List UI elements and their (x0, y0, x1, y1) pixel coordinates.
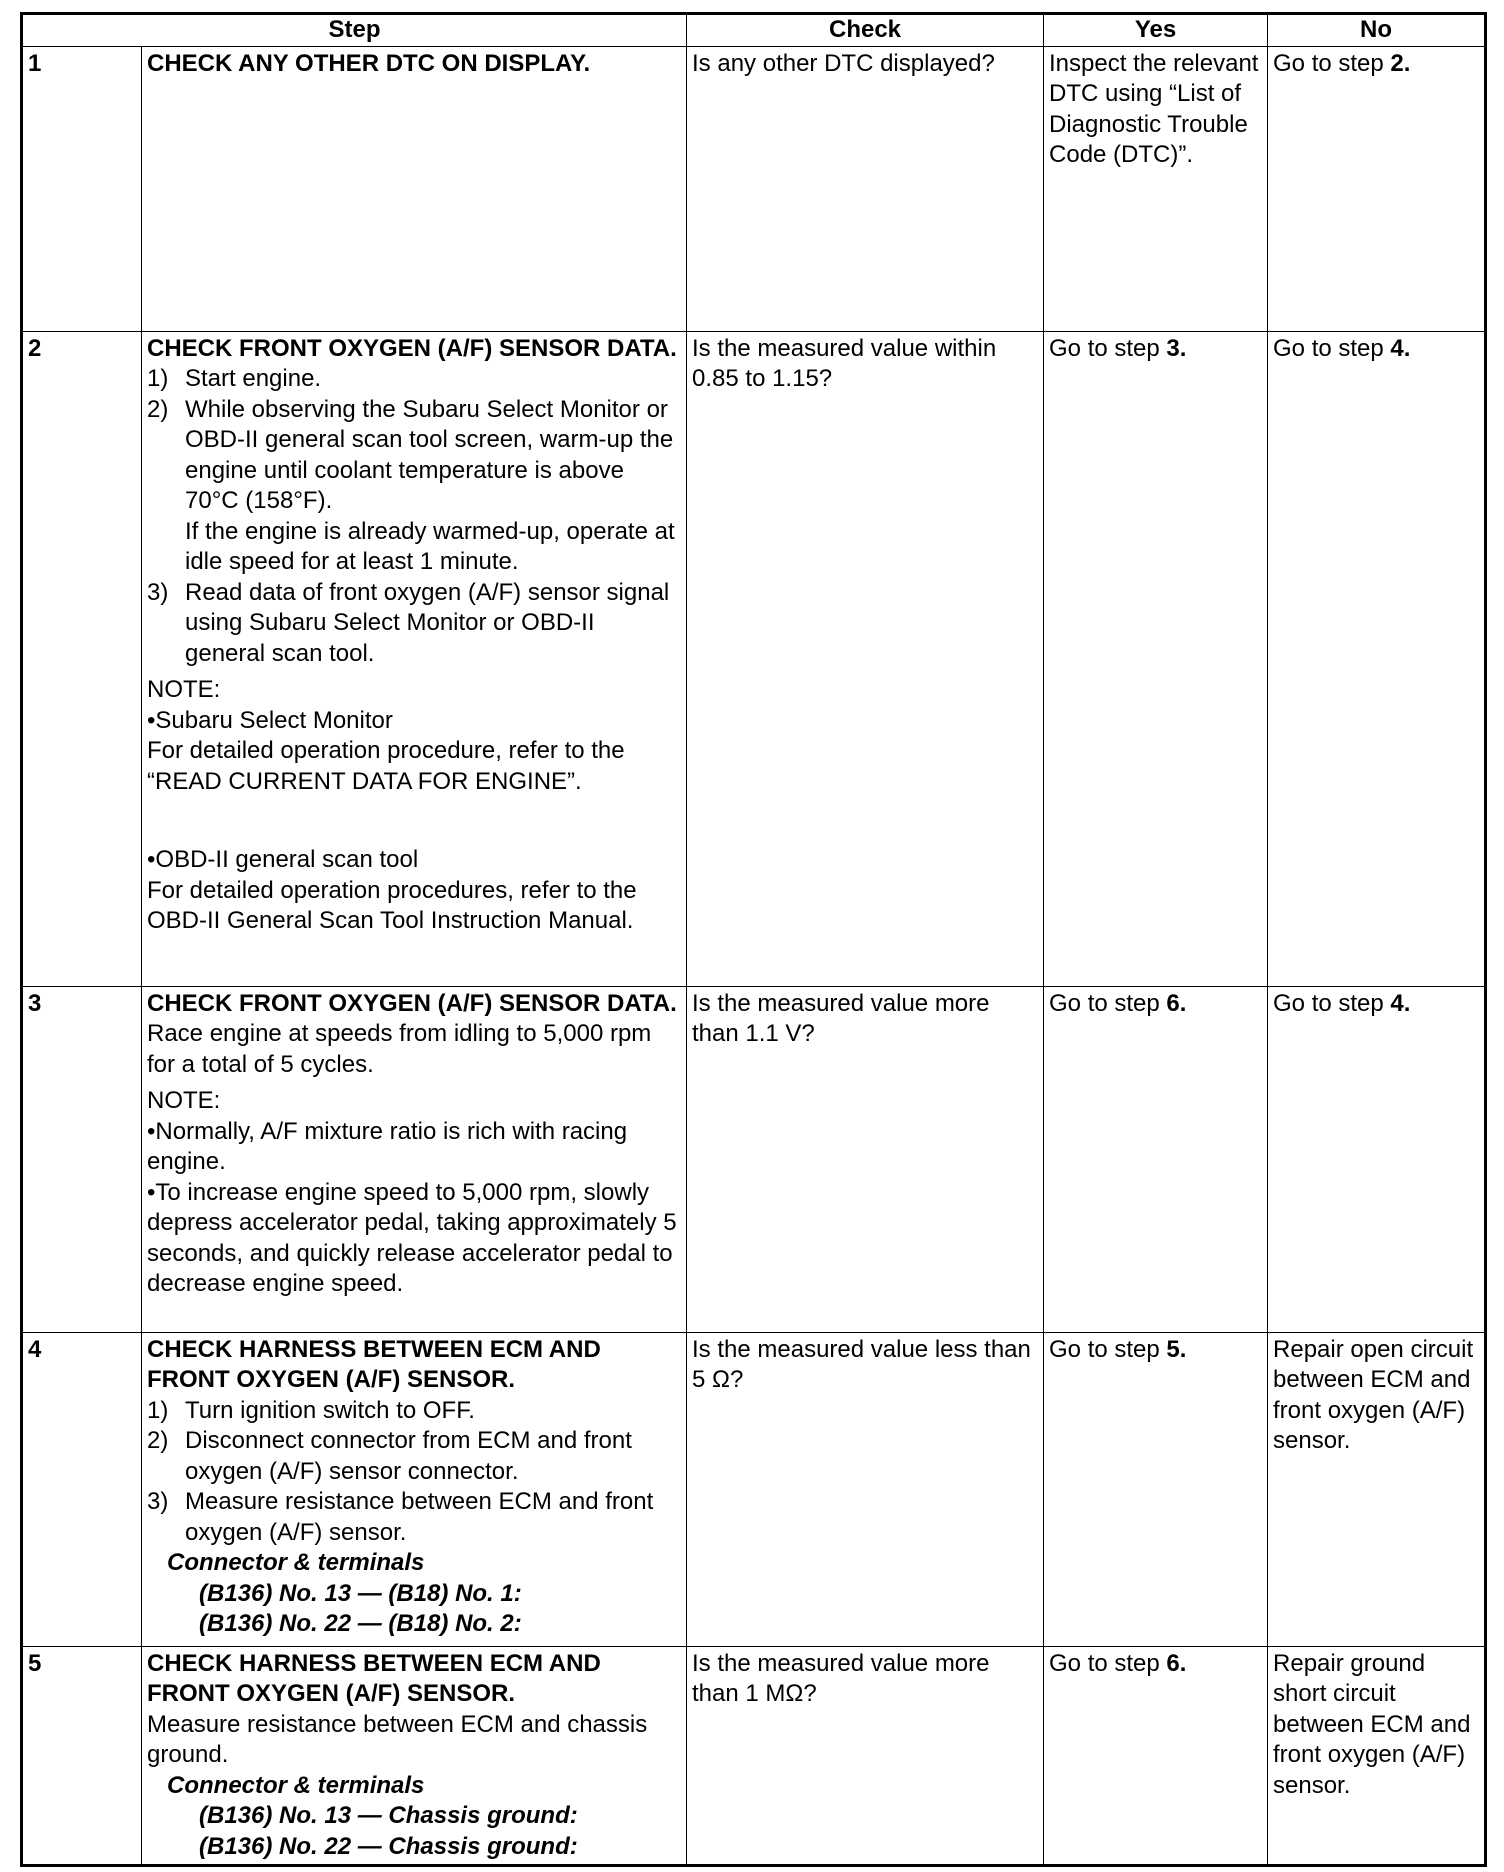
note-text: •Normally, A/F mixture ratio is rich with racing engine. (147, 1117, 628, 1175)
step-title: CHECK ANY OTHER DTC ON DISPLAY. (147, 49, 591, 77)
yes-cell: Inspect the relevant DTC using “List of Diagnostic Trouble Code (DTC)”. (1044, 46, 1268, 331)
note-text: •Subaru Select Monitor (147, 706, 393, 734)
no-cell: Repair ground short circuit between ECM and front oxygen (A/F) sensor. (1268, 1646, 1486, 1866)
yes-cell: Go to step 6. (1044, 1646, 1268, 1866)
header-no: No (1268, 14, 1486, 47)
connector-title: Connector & terminals (167, 1549, 425, 1576)
step-instructions (147, 364, 681, 669)
step-number: 5 (22, 1646, 142, 1866)
connector-spec (147, 1771, 681, 1863)
step-body: Race engine at speeds from idling to 5,000 rpm for a total of 5 cycles. (147, 1020, 652, 1078)
header-row (22, 14, 1486, 47)
note-block (147, 1086, 681, 1300)
table-row (22, 986, 1486, 1332)
step-cell (142, 46, 687, 331)
table-row (22, 1646, 1486, 1866)
step-number: 3 (22, 986, 142, 1332)
table-row (22, 46, 1486, 331)
step-title: CHECK HARNESS BETWEEN ECM AND FRONT OXYGEN (A/F) SENSOR. (147, 1335, 601, 1393)
step-number: 4 (22, 1332, 142, 1646)
connector-line: (B136) No. 22 — Chassis ground: (199, 1832, 578, 1860)
step-title: CHECK HARNESS BETWEEN ECM AND FRONT OXYGEN (A/F) SENSOR. (147, 1649, 601, 1707)
step-title: CHECK FRONT OXYGEN (A/F) SENSOR DATA. (147, 989, 677, 1017)
check-cell: Is the measured value less than 5 Ω? (687, 1332, 1044, 1646)
check-cell: Is any other DTC displayed? (687, 46, 1044, 331)
header-step: Step (22, 14, 687, 47)
step-number: 2 (22, 331, 142, 986)
note-block (147, 675, 681, 937)
yes-cell: Go to step 5. (1044, 1332, 1268, 1646)
step-cell (142, 331, 687, 986)
step-title: CHECK FRONT OXYGEN (A/F) SENSOR DATA. (147, 334, 677, 362)
header-check: Check (687, 14, 1044, 47)
list-item: 3) Read data of front oxygen (A/F) sensor signal using Subaru Select Monitor or OBD-II general scan tool. (147, 578, 670, 667)
no-cell: Go to step 4. (1268, 986, 1486, 1332)
step-number: 1 (22, 46, 142, 331)
list-item: 1) Start engine. (147, 365, 322, 392)
connector-spec (147, 1548, 681, 1640)
no-cell: Repair open circuit between ECM and front oxygen (A/F) sensor. (1268, 1332, 1486, 1646)
table-row (22, 331, 1486, 986)
connector-line: (B136) No. 22 — (B18) No. 2: (199, 1610, 522, 1637)
step-cell (142, 1332, 687, 1646)
yes-cell: Go to step 3. (1044, 331, 1268, 986)
note-label: NOTE: (147, 676, 221, 703)
note-text: •OBD-II general scan tool (147, 846, 419, 873)
yes-cell: Go to step 6. (1044, 986, 1268, 1332)
list-item: 3) Measure resistance between ECM and front oxygen (A/F) sensor. (147, 1488, 654, 1546)
list-item: 2) Disconnect connector from ECM and front oxygen (A/F) sensor connector. (147, 1427, 632, 1485)
list-item: 2) While observing the Subaru Select Monitor or OBD-II general scan tool screen, warm-up the engine until coolant temperature is above 70°C (158°F). If the engine is already warmed-up, operate at idle speed for at least 1 minute. (147, 395, 675, 575)
connector-title: Connector & terminals (167, 1771, 425, 1799)
list-item: 1) Turn ignition switch to OFF. (147, 1396, 475, 1424)
no-cell: Go to step 4. (1268, 331, 1486, 986)
header-yes: Yes (1044, 14, 1268, 47)
table-row (22, 1332, 1486, 1646)
no-cell: Go to step 2. (1268, 46, 1486, 331)
note-text: For detailed operation procedures, refer to the OBD-II General Scan Tool Instruction Manual. (147, 876, 637, 934)
check-cell: Is the measured value more than 1.1 V? (687, 986, 1044, 1332)
note-text: •To increase engine speed to 5,000 rpm, slowly depress accelerator pedal, taking approximately 5 seconds, and quickly release accelerator pedal to decrease engine speed. (147, 1178, 677, 1297)
check-cell: Is the measured value more than 1 MΩ? (687, 1646, 1044, 1866)
step-instructions (147, 1396, 681, 1549)
check-cell: Is the measured value within 0.85 to 1.15? (687, 331, 1044, 986)
connector-line: (B136) No. 13 — Chassis ground: (199, 1802, 578, 1829)
step-body: Measure resistance between ECM and chassis ground. (147, 1710, 648, 1768)
note-label: NOTE: (147, 1087, 221, 1114)
step-cell (142, 986, 687, 1332)
note-text: For detailed operation procedure, refer to the “READ CURRENT DATA FOR ENGINE”. (147, 737, 625, 795)
step-cell (142, 1646, 687, 1866)
connector-line: (B136) No. 13 — (B18) No. 1: (199, 1579, 522, 1607)
diagnostic-table (20, 12, 1487, 1867)
